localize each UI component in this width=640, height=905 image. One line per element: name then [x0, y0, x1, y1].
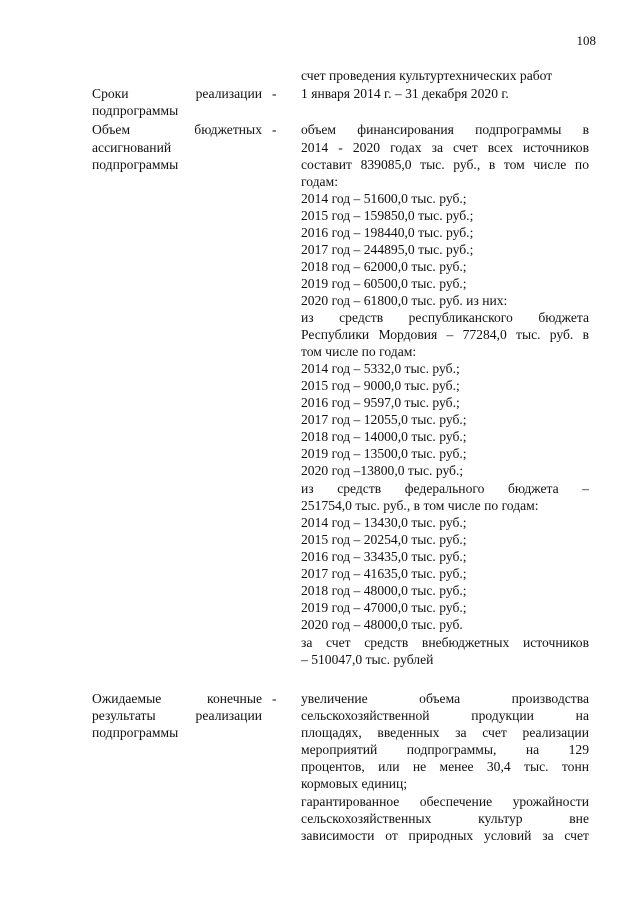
text-line: 2019 год – 60500,0 тыс. руб.; — [301, 276, 467, 291]
text-line: 2020 год –13800,0 тыс. руб.; — [301, 463, 464, 478]
text-line: 2015 год – 159850,0 тыс. руб.; — [301, 208, 474, 223]
row-label-line: подпрограммы — [92, 725, 179, 740]
text-line: из средств федерального бюджета – — [301, 481, 589, 496]
text-line: 2014 - 2020 годах за счет всех источников — [301, 140, 589, 155]
text-line: объем финансирования подпрограммы в — [301, 122, 589, 137]
row-label-line: подпрограммы — [92, 103, 179, 118]
text-line: 2018 год – 14000,0 тыс. руб.; — [301, 429, 467, 444]
row-label-line: Ожидаемые конечные — [92, 691, 262, 706]
row-label-line: ассигнований — [92, 140, 172, 155]
text-line: 2014 год – 5332,0 тыс. руб.; — [301, 361, 460, 376]
text-line: 2020 год – 48000,0 тыс. руб. — [301, 617, 463, 632]
text-line: 2014 год – 13430,0 тыс. руб.; — [301, 515, 467, 530]
text-line: из средств республиканского бюджета — [301, 310, 589, 325]
row-label-line: подпрограммы — [92, 157, 179, 172]
text-line: счет проведения культуртехнических работ — [301, 68, 553, 83]
text-line: 2019 год – 47000,0 тыс. руб.; — [301, 600, 467, 615]
page-number: 108 — [576, 33, 596, 48]
text-line: площадях, введенных за счет реализации — [301, 725, 589, 740]
text-line: кормовых единиц; — [301, 776, 408, 791]
text-line: гарантированное обеспечение урожайности — [301, 794, 589, 809]
text-line: 2020 год – 61800,0 тыс. руб. из них: — [301, 293, 508, 308]
text-line: сельскохозяйственных культур вне — [301, 811, 589, 826]
row-separator-dash: - — [272, 122, 277, 137]
text-line: 1 января 2014 г. – 31 декабря 2020 г. — [301, 86, 509, 101]
text-line: 2016 год – 9597,0 тыс. руб.; — [301, 395, 460, 410]
row-separator-dash: - — [272, 691, 277, 706]
text-line: том числе по годам: — [301, 344, 417, 359]
text-line: 2019 год – 13500,0 тыс. руб.; — [301, 446, 467, 461]
text-line: 2014 год – 51600,0 тыс. руб.; — [301, 191, 467, 206]
text-line: увеличение объема производства — [301, 691, 589, 706]
text-line: 2017 год – 41635,0 тыс. руб.; — [301, 566, 467, 581]
row-separator-dash: - — [272, 86, 277, 101]
text-line: 2016 год – 33435,0 тыс. руб.; — [301, 549, 467, 564]
text-line: процентов, или не менее 30,4 тыс. тонн — [301, 759, 589, 774]
row-label-line: результаты реализации — [92, 708, 262, 723]
text-line: – 510047,0 тыс. рублей — [301, 652, 434, 667]
text-line: 2016 год – 198440,0 тыс. руб.; — [301, 225, 474, 240]
text-line: 2018 год – 48000,0 тыс. руб.; — [301, 583, 467, 598]
row-label-line: Сроки реализации — [92, 86, 262, 101]
text-line: мероприятий подпрограммы, на 129 — [301, 742, 589, 757]
text-line: составит 839085,0 тыс. руб., в том числе по — [301, 157, 589, 172]
text-line: Республики Мордовия – 77284,0 тыс. руб. в — [301, 327, 589, 342]
text-line: за счет средств внебюджетных источников — [301, 635, 589, 650]
text-line: сельскохозяйственной продукции на — [301, 708, 589, 723]
text-line: 2017 год – 12055,0 тыс. руб.; — [301, 412, 467, 427]
row-label-line: Объем бюджетных — [92, 122, 262, 137]
text-line: 2018 год – 62000,0 тыс. руб.; — [301, 259, 467, 274]
text-line: 2015 год – 9000,0 тыс. руб.; — [301, 378, 460, 393]
text-line: 2017 год – 244895,0 тыс. руб.; — [301, 242, 474, 257]
text-line: 251754,0 тыс. руб., в том числе по годам: — [301, 498, 539, 513]
text-line: годам: — [301, 174, 338, 189]
text-line: 2015 год – 20254,0 тыс. руб.; — [301, 532, 467, 547]
text-line: зависимости от природных условий за счет — [301, 828, 589, 843]
